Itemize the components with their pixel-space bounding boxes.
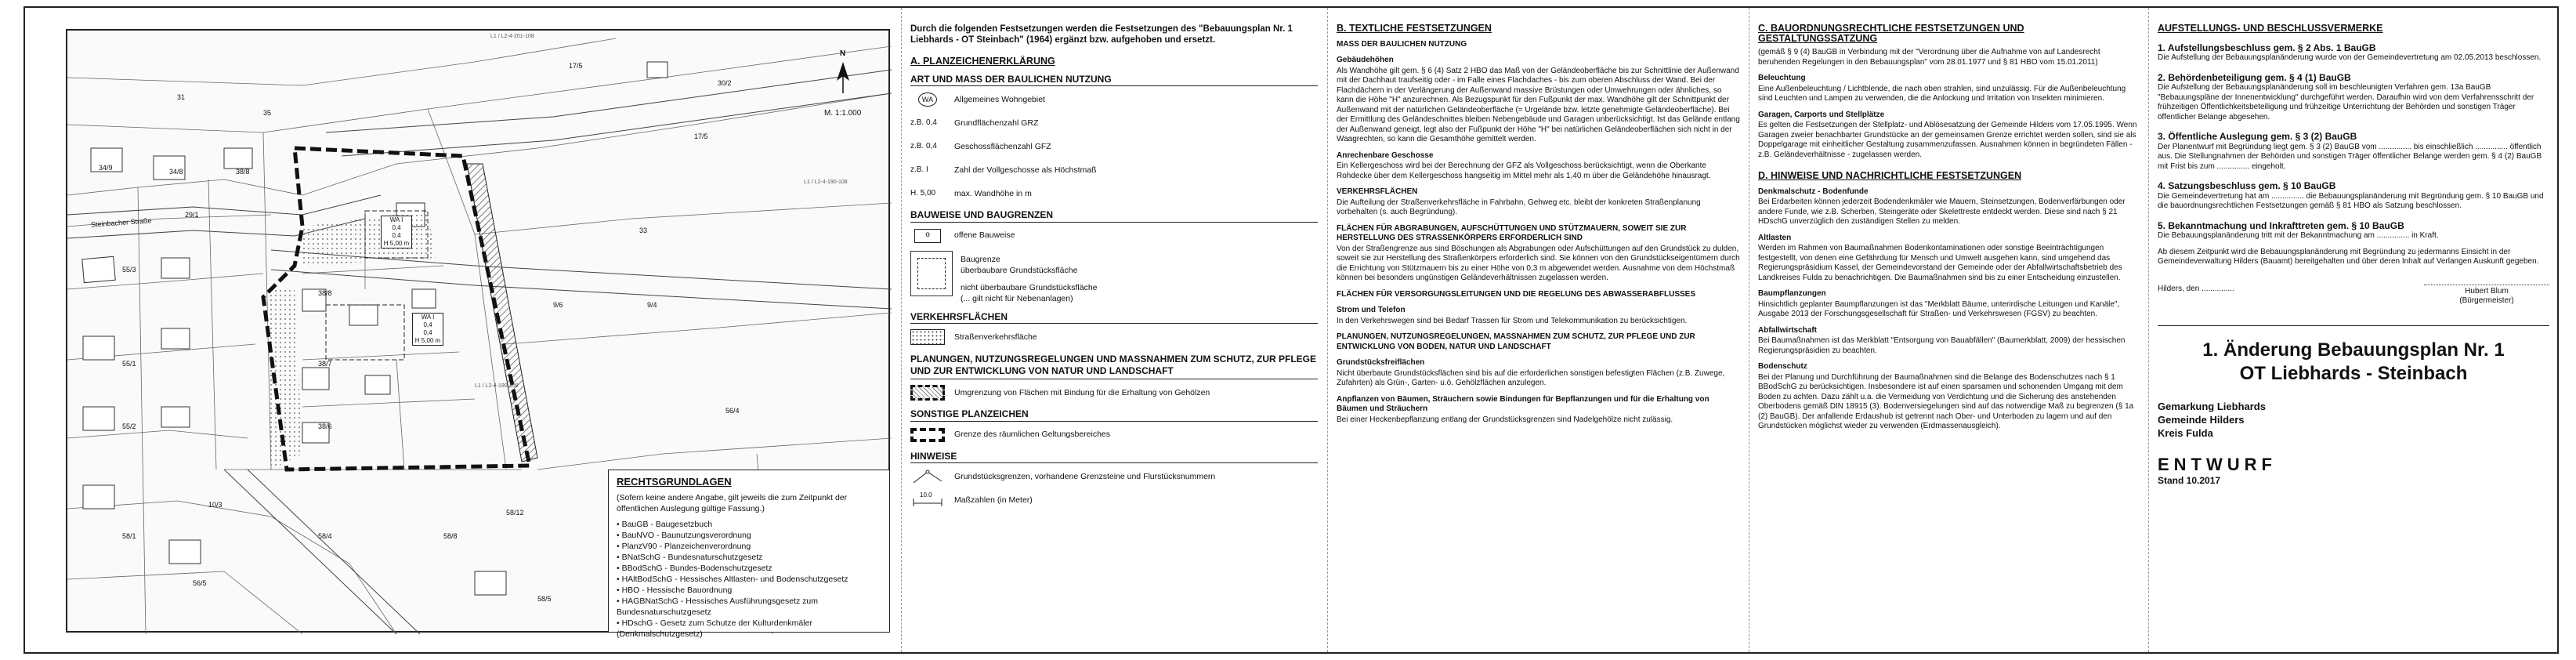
block-heading: Strom und Telefon	[1337, 306, 1406, 314]
legend-column	[910, 24, 1318, 515]
intro-text: Durch die folgenden Festsetzungen werden die Festsetzungen des "Bebauungsplan Nr. 1 Liebhards - OT Steinbach" (1964) ergänzt bzw. aufgehoben und ersetzt.	[910, 24, 1293, 45]
legend-text: Umgrenzung von Flächen mit Bindung für die Erhaltung von Gehölzen	[954, 387, 1210, 397]
planung-title: PLANUNGEN, NUTZUNGSREGELUNGEN UND MASSNAHMEN ZUM SCHUTZ, ZUR PFLEGE UND ZUR ENTWICKLUNG VON NATUR UND LANDSCHAFT	[910, 354, 1318, 379]
map-label-scale: M. 1:1.000	[824, 109, 862, 118]
rechtsgrundlagen-list	[617, 519, 881, 640]
baugrenze-symbol	[910, 251, 953, 296]
bauordnung-column	[1758, 24, 2139, 433]
signature-row	[2158, 285, 2549, 306]
legend-row	[910, 328, 1318, 346]
map-label-gridref: L1 / L2-4-201-108	[490, 34, 534, 39]
block-heading: MASS DER BAULICHEN NUTZUNG	[1337, 39, 1467, 49]
dotted-area-symbol	[910, 329, 945, 345]
rechtsgrundlagen-title: RECHTSGRUNDLAGEN	[617, 476, 732, 488]
fold-line	[2148, 8, 2149, 652]
boundary-symbol	[910, 428, 945, 442]
gemarkung: Gemarkung Liebhards	[2158, 400, 2266, 412]
map-label-parcel: 38/6	[318, 422, 332, 430]
nutzungsschablone	[381, 216, 412, 248]
block-text: Als Wandhöhe gilt gem. § 6 (4) Satz 2 HBO das Maß von der Geländeoberfläche bis zur Schnittlinie der Außenwand mit der Dachhaut traufseitig oder - im Falle eines Flachdaches - bis zum oberen Abschluss der Wand. Bei der Flachdächern in der Verlängerung der Außenwand massive Brüstungen oder Umwehrungen oder ähnliches, so kann die Höhe "H" anzurechnen. Als Bezugspunkt für den Fußpunkt der max. Wandhöhe gilt der Schnittpunkt der Außenwand mit der natürlichen Geländeoberfläche (= Urgelände bzw. letzte genehmigte Geländeoberfläche). Bei der Ermittlung des Geländeschnittes bleiben Nebengebäude und Garagen unberücksichtigt. Ist das Gelände entlang der Außenwand geneigt, legt also der Fußpunkt der Höhe "H" bei natürlichen Geländeoberflächen sich nicht in der Waagrechten, so kann die Gesamthöhe gemittelt werden.	[1337, 66, 1740, 143]
verfahrensvermerke-column	[2158, 24, 2549, 488]
map-label-parcel: 56/5	[193, 579, 207, 587]
block-heading: Garagen, Carports und Stellplätze	[1758, 110, 1885, 119]
map-label-north: N	[840, 49, 846, 58]
block-text: Werden im Rahmen von Baumaßnahmen Bodenkontaminationen oder sonstige Beeinträchtigungen festgestellt, von denen eine Gefährdung für Mensch und Umwelt ausgehen kann, sind umgehend das Regierungspräsidium Kassel, der Gemeindevorstand der Gemeinde oder der Abfallwirtschaftsbetrieb des Landkreises Fulda zu benachrichtigen. Die Baumaßnahmen sind bis zu einer Entscheidung einzustellen.	[1758, 244, 2122, 282]
place-date: Hilders, den ...............	[2158, 284, 2234, 293]
height-value: H 5,00 m	[383, 240, 410, 247]
legend-text: nicht überbaubare Grundstücksfläche	[961, 282, 1098, 292]
stand-label: Stand 10.2017	[2158, 475, 2221, 486]
map-label-parcel: 58/12	[506, 509, 524, 517]
block-heading: Anrechenbare Geschosse	[1337, 150, 1434, 160]
map-label-parcel: 9/6	[553, 301, 563, 309]
grz-value: 0,4	[392, 224, 401, 231]
legend-text: Grundflächenzahl GRZ	[954, 118, 1039, 128]
sonstige-title: SONSTIGE PLANZEICHEN	[910, 409, 1318, 422]
block-text: Bei einer Heckenbepflanzung entlang der Grundstücksgrenzen sind Nadelgehölze nicht zulässig.	[1337, 415, 1673, 424]
site-plan-map	[66, 29, 890, 639]
signature-block	[2424, 285, 2549, 306]
legend-row	[910, 384, 1318, 401]
block-heading: VERKEHRSFLÄCHEN	[1337, 187, 1418, 196]
legend-row	[910, 468, 1318, 485]
map-label-parcel: 10/3	[208, 501, 223, 509]
kreis: Kreis Fulda	[2158, 426, 2213, 439]
step-text: Der Planentwurf mit Begründung liegt gem. § 3 (2) BauGB vom ............... bis einschließlich ............... öffentlich aus. Die Stellungnahmen der Behörden und sonstigen Träger öffentlicher Belange werden gem. § 4 (2) BauGB mit Frist bis zum ............... eingeholt.	[2158, 142, 2542, 171]
legend-text: (... gilt nicht für Nebenanlagen)	[961, 293, 1073, 303]
map-label-parcel: 17/5	[569, 62, 583, 70]
art-title: ART UND MASS DER BAULICHEN NUTZUNG	[910, 74, 1318, 87]
block-text: In den Verkehrswegen sind bei Bedarf Trassen für Strom und Telekommunikation zu berücksichtigen.	[1337, 316, 1688, 325]
list-item: • HAGBNatSchG - Hessisches Ausführungsgesetz zum Bundesnaturschutzgesetz	[617, 596, 881, 618]
legend-row	[910, 227, 1318, 245]
section-d-title: D. HINWEISE UND NACHRICHTLICHE FESTSETZUNGEN	[1758, 170, 2022, 181]
dimension-icon	[910, 492, 945, 508]
section-c-title: C. BAUORDNUNGSRECHTLICHE FESTSETZUNGEN UND GESTALTUNGSSATZUNG	[1758, 23, 2024, 44]
block-text: Bei Erdarbeiten können jederzeit Bodendenkmäler wie Mauern, Steinsetzungen, Bodenverfärbungen oder andere Funde, wie z.B. Scherben, Steingeräte oder Skelettreste entdeckt werden. Diese sind nach § 21 HDschG unverzüglich den zuständigen Stellen zu melden.	[1758, 198, 2126, 226]
legend-text: Grundstücksgrenzen, vorhandene Grenzsteine und Flurstücksnummern	[954, 471, 1216, 481]
legend-text: Zahl der Vollgeschosse als Höchstmaß	[954, 165, 1097, 175]
list-item: • HAltBodSchG - Hessisches Altlasten- und Bodenschutzgesetz	[617, 574, 881, 585]
fold-line	[901, 8, 902, 652]
signer-role: (Bürgermeister)	[2459, 296, 2514, 305]
map-label-parcel: 9/4	[647, 301, 657, 309]
gfz-value: 0,4	[392, 232, 401, 239]
block-heading: Denkmalschutz - Bodenfunde	[1758, 187, 1869, 196]
map-label-parcel: 17/5	[694, 132, 708, 140]
grz-code: z.B. 0,4	[910, 118, 937, 127]
step-text: Die Aufstellung der Bebauungsplanänderung soll im beschleunigten Verfahren gem. 13a BauGB "Bebauungspläne der Innenentwicklung" durchgeführt werden. Daraufhin wird von dem Verfahrensschritt der frühzeitigen Öffentlichkeitsbeteiligung und frühzeitige Unterrichtung der Behörden und sonstigen Träger öffentlicher Belange abgesehen.	[2158, 83, 2534, 121]
gemarkung-block	[2158, 400, 2549, 440]
block-heading: FLÄCHEN FÜR VERSORGUNGSLEITUNGEN UND DIE REGELUNG DES ABWASSERABFLUSSES	[1337, 289, 1695, 299]
block-text: Ein Kellergeschoss wird bei der Berechnung der GFZ als Vollgeschoss berücksichtigt, wenn die Oberkante Rohdecke über dem Kellergeschoss hangseitig im Mittel mehr als 1,40 m über die Geländehöhe hinausragt.	[1337, 161, 1711, 180]
step-heading: 2. Behördenbeteiligung gem. § 4 (1) BauGB	[2158, 71, 2351, 83]
map-label-parcel: 30/2	[718, 79, 732, 87]
legend-text: überbaubare Grundstücksfläche	[961, 265, 1078, 275]
legend-text: Grenze des räumlichen Geltungsbereiches	[954, 430, 1111, 440]
wa-label: WA I	[421, 314, 435, 321]
map-label-parcel: 58/5	[537, 595, 552, 603]
map-label-parcel: 58/4	[318, 532, 332, 540]
map-label-parcel: 33	[639, 227, 648, 234]
map-label-parcel: 38/8	[236, 168, 250, 176]
wa-label: WA I	[389, 216, 403, 223]
legend-text: Maßzahlen (in Meter)	[954, 495, 1033, 505]
map-label-street: Steinbacher Straße	[90, 216, 152, 229]
legend-row	[910, 251, 1318, 304]
section-c-intro: (gemäß § 9 (4) BauGB in Verbindung mit der "Verordnung über die Aufnahme von auf Landesrecht beruhenden Regelungen in den Bebauungsplan" vom 28.01.1977 und § 81 HBO vom 15.01.2011)	[1758, 48, 2100, 67]
height-value: H 5,00 m	[414, 337, 441, 344]
legend-row	[910, 185, 1318, 202]
bauweise-title: BAUWEISE UND BAUGRENZEN	[910, 210, 1318, 223]
block-heading: Bodenschutz	[1758, 362, 1807, 371]
entwurf-label: ENTWURF	[2158, 454, 2277, 474]
map-label-parcel: 38/7	[318, 360, 332, 368]
map-label-parcel: 56/4	[725, 407, 740, 415]
block-heading: Grundstücksfreiflächen	[1337, 358, 1425, 367]
block-text: Bei der Planung und Durchführung der Baumaßnahmen sind die Belange des Bodenschutzes nach § 1 BBodSchG zu berücksichtigen. Insbesondere ist auf einen sparsamen und schonenden Umgang mit dem Boden zu achten. Dazu zählt u.a. die Vermeidung von Verdichtung und die Sicherung des anstehenden Oberbodens gemäß DIN 18915 (3). Bodenversiegelungen sind auf das notwendige Maß zu begrenzen (§ 1a (2) BauGB). Der anfallende Erdaushub ist getrennt nach Ober- und Unterboden zu lagern und auf den Grundstücken möglichst wieder zu verwenden (Erdmassenausgleich).	[1758, 372, 2134, 430]
map-label-gridref: L1 / L2-4-190-108	[804, 180, 848, 185]
section-a-title: A. PLANZEICHENERKLÄRUNG	[910, 56, 1055, 67]
legend-text: offene Bauweise	[954, 230, 1015, 241]
list-item: • BNatSchG - Bundesnaturschutzgesetz	[617, 552, 881, 563]
dimension-label: 10.0	[920, 491, 932, 499]
legend-text-group	[961, 251, 1098, 304]
wa-code: WA	[918, 92, 937, 107]
legend-row	[910, 114, 1318, 132]
fold-line	[1327, 8, 1328, 652]
block-text: Hinsichtlich geplanter Baumpflanzungen ist das "Merkblatt Bäume, unterirdische Leitungen und Kanäle", Ausgabe 2013 der Forschungsgesellschaft für Straßen- und Verkehrswesen (FGSV) zu beachten.	[1758, 299, 2120, 318]
legend-row	[910, 91, 1318, 108]
parcel-boundary-icon	[910, 469, 945, 484]
vollgeschoss-code: z.B. I	[910, 165, 928, 174]
nutzungsschablone	[412, 313, 443, 346]
hinweise-title: HINWEISE	[910, 451, 1318, 464]
block-heading: Altlasten	[1758, 233, 1792, 242]
step-heading: 5. Bekanntmachung und Inkrafttreten gem. § 10 BauGB	[2158, 219, 2404, 231]
list-item: • BauNVO - Baunutzungsverordnung	[617, 530, 881, 541]
block-heading: Gebäudehöhen	[1337, 56, 1394, 64]
grz-value: 0,4	[423, 321, 432, 328]
map-label-parcel: 29/1	[185, 211, 199, 219]
gfz-code: z.B. 0,4	[910, 141, 937, 150]
bauweise-symbol	[910, 228, 945, 244]
step-text: Die Gemeindevertretung hat am ............... die Bebauungsplanänderung mit Begründung gem. § 10 BauGB und die bauordnungsrechtlichen Festsetzungen gemäß § 81 HBO als Satzung beschlossen.	[2158, 191, 2544, 210]
legend-text: Straßenverkehrsfläche	[954, 332, 1037, 342]
list-item: • HBO - Hessische Bauordnung	[617, 585, 881, 596]
gemeinde: Gemeinde Hilders	[2158, 413, 2245, 426]
verkehr-title: VERKEHRSFLÄCHEN	[910, 312, 1318, 325]
block-heading: Beleuchtung	[1758, 74, 1806, 82]
legend-text: Allgemeines Wohngebiet	[954, 94, 1045, 104]
step-heading: 3. Öffentliche Auslegung gem. § 3 (2) BauGB	[2158, 131, 2357, 142]
baugrenze-line	[917, 258, 946, 289]
hatched-border-symbol	[910, 385, 945, 401]
step-text: Die Aufstellung der Bebauungsplanänderung wurde von der Gemeindevertretung am 02.05.2013 beschlossen.	[2158, 53, 2542, 62]
step-text: Die Bebauungsplanänderung tritt mit der Bekanntmachung am ............... in Kraft.	[2158, 231, 2439, 240]
map-label-parcel: 55/2	[122, 422, 136, 430]
map-label-parcel: 55/1	[122, 360, 136, 368]
vermerke-title: AUFSTELLUNGS- UND BESCHLUSSVERMERKE	[2158, 23, 2383, 34]
map-label-parcel: 31	[177, 93, 186, 101]
plan-title-line-2: OT Liebhards - Steinbach	[2239, 362, 2468, 384]
plan-sheet	[24, 6, 2559, 654]
map-label-parcel: 58/8	[443, 532, 458, 540]
wa-symbol	[910, 92, 945, 107]
section-b-title: B. TEXTLICHE FESTSETZUNGEN	[1337, 23, 1492, 34]
block-heading: PLANUNGEN, NUTZUNGSREGELUNGEN, MASSNAHMEN ZUM SCHUTZ, ZUR PFLEGE UND ZUR ENTWICKLUNG VON BODEN, NATUR UND LANDSCHAFT	[1337, 332, 1695, 351]
map-label-parcel: 34/8	[169, 168, 183, 176]
map-label-parcel: 35	[263, 109, 272, 117]
height-code: H. 5,00	[910, 188, 936, 198]
block-text: Nicht überbaute Grundstücksflächen sind bis auf die erforderlichen sonstigen befestigten Flächen (z.B. Zuwege, Zufahrten) als Grün-, Garten- u.ö. Gehölzflächen anzulegen.	[1337, 368, 1725, 387]
map-label-parcel: 58/1	[122, 532, 136, 540]
block-text: Es gelten die Festsetzungen der Stellplatz- und Ablösesatzung der Gemeinde Hilders vom 17.05.1995. Wenn Garagen zweier benachbarter Grundstücke an der gemeinsamen Grenze errichtet werden sollen, sind sie als Doppelgarage mit einheitlicher Gestaltung zusammenzufassen. Ausnahmen können in begründeten Fällen - z.B. Geländeverhältnisse - zugelassen werden.	[1758, 121, 2137, 159]
block-heading: FLÄCHEN FÜR ABGRABUNGEN, AUFSCHÜTTUNGEN UND STÜTZMAUERN, SOWEIT SIE ZUR HERSTELLUNG DES STRASSENKÖRPERS ERFORDERLICH SIND	[1337, 223, 1687, 242]
list-item: • HDschG - Gesetz zum Schutze der Kulturdenkmäler (Denkmalschutzgesetz)	[617, 618, 881, 640]
block-text: Die Aufteilung der Straßenverkehrsfläche in Fahrbahn, Gehweg etc. bleibt der konkreten Straßenplanung vorbehalten (s. auch Begründung).	[1337, 198, 1701, 216]
block-heading: Anpflanzen von Bäumen, Sträuchern sowie Bindungen für Bepflanzungen und für die Erhaltung von Bäumen und Sträuchern	[1337, 394, 1709, 413]
step-text: Ab diesem Zeitpunkt wird die Bebauungsplanänderung mit Begründung zu jedermanns Einsicht in der Gemeindeverwaltung Hilders (Bauamt) bereitgehalten und über deren Inhalt auf Verlangen Auskunft gegeben.	[2158, 247, 2539, 266]
list-item: • BauGB - Baugesetzbuch	[617, 519, 881, 530]
legend-row	[910, 138, 1318, 155]
map-label-parcel: 38/8	[318, 289, 332, 297]
step-heading: 1. Aufstellungsbeschluss gem. § 2 Abs. 1 BauGB	[2158, 42, 2376, 53]
parcel-boundary-icon	[912, 469, 943, 484]
list-item: • PlanzV90 - Planzeichenverordnung	[617, 541, 881, 552]
list-item: • BBodSchG - Bundes-Bodenschutzgesetz	[617, 563, 881, 574]
legend-row	[910, 161, 1318, 179]
legend-text: Baugrenze	[961, 254, 1000, 264]
gfz-value: 0,4	[423, 329, 432, 336]
title-block	[2158, 325, 2549, 488]
legend-row	[910, 426, 1318, 444]
block-text: Bei Baumaßnahmen ist das Merkblatt "Entsorgung von Bauabfällen" (Baumerkblatt, 2009) der hessischen Regierungspräsidien zu beachten.	[1758, 336, 2126, 355]
block-text: Eine Außenbeleuchtung / Lichtblende, die nach oben strahlen, sind unzulässig. Für die Außenbeleuchtung sind Leuchten und Lampen zu verwenden, die die Anlockung und Irritation von Insekten minimieren.	[1758, 84, 2126, 103]
signer-name: Hubert Blum	[2465, 286, 2509, 296]
legend-row	[910, 491, 1318, 509]
plan-title-line-1: 1. Änderung Bebauungsplan Nr. 1	[2202, 339, 2505, 361]
bauweise-code: o	[914, 229, 941, 243]
map-label-parcel: 34/9	[99, 164, 113, 172]
block-text: Von der Straßengrenze aus sind Böschungen als Abgrabungen oder Aufschüttungen auf den Grundstück zu dulden, soweit sie zur Herstellung des Straßenkörpers erforderlich sind. Sie können von den Grundstückseigentümern durch die Errichtung von Stützmauern bis zu einer Höhe von 0,3 m abgewendet werden. Ausnahme von dem Höchstmaß können bei besonders ungünstigen Geländeverhältnissen zugelassen werden.	[1337, 244, 1740, 282]
map-label-parcel: 55/3	[122, 266, 136, 274]
rechtsgrundlagen-intro: (Sofern keine andere Angabe, gilt jeweils die zum Zeitpunkt der öffentlichen Auslegung gültige Fassung.)	[617, 493, 848, 513]
legend-text: max. Wandhöhe in m	[954, 188, 1032, 198]
textliche-festsetzungen-column	[1337, 24, 1740, 426]
map-label-gridref: L1 / L2-4-190-108	[475, 383, 519, 389]
block-heading: Abfallwirtschaft	[1758, 325, 1818, 335]
step-heading: 4. Satzungsbeschluss gem. § 10 BauGB	[2158, 180, 2336, 191]
block-heading: Baumpflanzungen	[1758, 289, 1826, 298]
rechtsgrundlagen-box	[608, 470, 890, 639]
text-blocks	[1337, 40, 1740, 426]
legend-text: Geschossflächenzahl GFZ	[954, 141, 1051, 151]
